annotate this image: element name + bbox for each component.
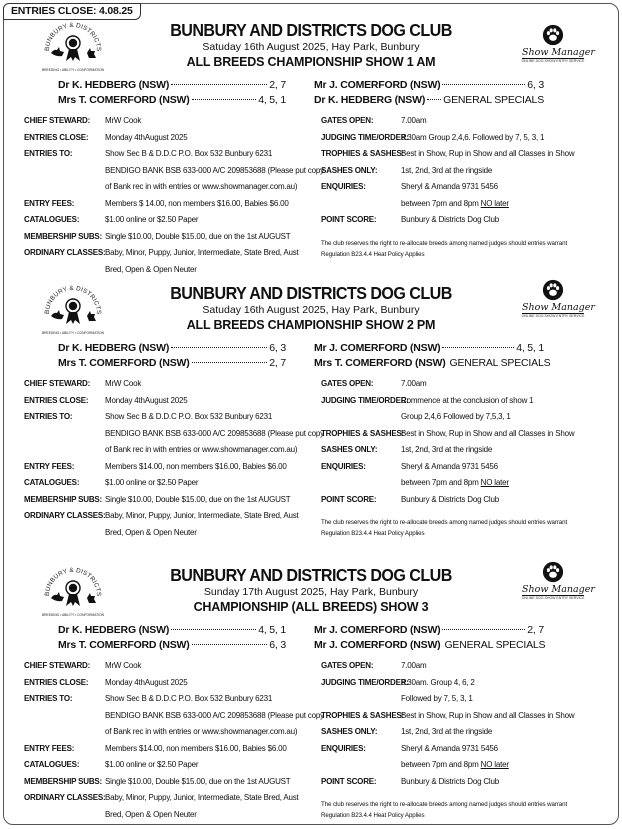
judge-groups: 2, 7 [269, 79, 286, 91]
detail-row [321, 678, 475, 687]
detail-value: Monday 4thAugust 2025 [105, 395, 188, 405]
detail-value: Group 2,4,6 Followed by 7,5,3, 1 [401, 412, 511, 421]
detail-value: BENDIGO BANK BSB 633-000 A/C 209853688 (Please put copy [105, 428, 324, 438]
judge-groups: 2, 7 [527, 624, 544, 636]
detail-value: Followed by 7, 5, 3, 1 [401, 694, 473, 703]
detail-value: of Bank rec in with entries or www.showmanager.com.au) [105, 182, 298, 191]
show-manager-name: Show Manager [522, 302, 595, 313]
judge-groups: GENERAL SPECIALS [443, 94, 544, 106]
detail-row [24, 760, 198, 769]
judge-name: Mrs T. COMERFORD (NSW) [58, 94, 190, 106]
svg-text:BUNBURY & DISTRICTS DOG CLUB I: BUNBURY & DISTRICTS [43, 21, 103, 52]
detail-value: 1st, 2nd, 3rd at the ringside [401, 165, 493, 175]
detail-value: Bred, Open & Open Neuter [105, 527, 197, 537]
detail-value: BENDIGO BANK BSB 633-000 A/C 209853688 (Please put copy [105, 710, 324, 720]
detail-label: TROPHIES & SASHES: [321, 149, 405, 158]
show-title: ALL BREEDS CHAMPIONSHIP SHOW 2 PM [186, 318, 436, 332]
judge-groups: GENERAL SPECIALS [444, 639, 546, 651]
detail-value: Bred, Open & Open Neuter [105, 809, 197, 819]
detail-row [24, 412, 272, 421]
detail-row [321, 166, 492, 175]
detail-row [321, 777, 499, 786]
judge-groups: 6, 3 [527, 79, 544, 91]
detail-label [321, 478, 401, 487]
judge-name: Mr J. COMERFORD (NSW) [314, 342, 441, 354]
detail-label: POINT SCORE: [321, 776, 377, 786]
svg-text:BUNBURY & DISTRICTS DOG CLUB I: BUNBURY & DISTRICTS [43, 284, 103, 315]
svg-text:BREEDING • ABILITY • CONFORMAT: BREEDING • ABILITY • CONFORMATION [41, 68, 105, 72]
leader-dots [442, 347, 514, 348]
detail-value: Monday 4thAugust 2025 [105, 132, 188, 142]
detail-label [24, 166, 105, 175]
detail-value: Show Sec B & D.D.C P.O. Box 532 Bunbury 6231 [105, 412, 273, 421]
detail-label: ENTRIES TO: [24, 412, 73, 421]
leader-dots [192, 99, 257, 100]
show-manager-tagline: ONLINE DOG SHOW ENTRY SERVICE [521, 314, 585, 318]
show-block-1 [0, 10, 622, 274]
detail-row [24, 248, 299, 257]
detail-label: CHIEF STEWARD: [24, 116, 91, 125]
detail-value: Members $14.00, non members $16.00, Babies $6.00 [105, 743, 287, 753]
detail-label: GATES OPEN: [321, 661, 374, 670]
detail-label: JUDGING TIME/ORDER: [321, 677, 409, 687]
detail-label: GATES OPEN: [321, 116, 374, 125]
judge-row [314, 357, 551, 369]
detail-label: JUDGING TIME/ORDER: [321, 132, 409, 142]
show-manager-tagline: ONLINE DOG SHOW ENTRY SERVICE [521, 59, 585, 63]
detail-row [24, 678, 188, 687]
detail-label: ENTRIES CLOSE: [24, 677, 89, 687]
detail-label: TROPHIES & SASHES: [321, 428, 405, 438]
detail-value: $1.00 online or $2.50 Paper [105, 760, 199, 769]
detail-label: CATALOGUES: [24, 478, 80, 487]
leader-dots [192, 362, 268, 363]
detail-label: MEMBERSHIP SUBS: [24, 231, 102, 241]
detail-label: ENQUIRIES: [321, 182, 366, 191]
club-title: BUNBURY AND DISTRICTS DOG CLUB [170, 565, 452, 585]
detail-value: between 7pm and 8pm NO later [401, 198, 509, 208]
judge-row [58, 342, 286, 354]
detail-row-continued [321, 478, 509, 487]
detail-value: between 7pm and 8pm NO later [401, 760, 509, 769]
detail-label [24, 429, 105, 438]
detail-row-continued [24, 166, 324, 175]
judge-groups: 6, 3 [269, 639, 286, 651]
detail-row [321, 495, 499, 504]
detail-label: CHIEF STEWARD: [24, 379, 91, 388]
detail-value: Bunbury & Districts Dog Club [401, 776, 499, 786]
detail-label: ENQUIRIES: [321, 461, 366, 471]
show-block-3 [0, 555, 622, 819]
detail-value: Best in Show, Rup in Show and all Classes in Show [401, 710, 575, 720]
club-title: BUNBURY AND DISTRICTS DOG CLUB [170, 283, 452, 303]
detail-label: ENTRY FEES: [24, 461, 75, 471]
note-line: The club reserves the right to re-allocate breeds among named judges should entries warrant [321, 239, 568, 247]
detail-row [24, 793, 299, 802]
judge-name: Mr J. COMERFORD (NSW) [314, 639, 441, 651]
detail-value: Baby, Minor, Puppy, Junior, Intermediate, State Bred, Aust [105, 511, 299, 520]
detail-label [24, 711, 105, 720]
detail-label: ORDINARY CLASSES: [24, 248, 106, 257]
detail-row [24, 495, 291, 504]
club-title: BUNBURY AND DISTRICTS DOG CLUB [170, 20, 452, 40]
detail-label: ENTRY FEES: [24, 198, 75, 208]
detail-label [321, 694, 401, 703]
detail-row [24, 777, 291, 786]
judge-name: Dr K. HEDBERG (NSW) [314, 94, 426, 106]
detail-value: 1st, 2nd, 3rd at the ringside [401, 445, 493, 454]
detail-label: JUDGING TIME/ORDER: [321, 395, 409, 405]
detail-row [321, 133, 544, 142]
detail-label: ORDINARY CLASSES: [24, 793, 106, 802]
detail-value: Best in Show, Rup in Show and all Classes in Show [401, 428, 575, 438]
detail-row [321, 727, 492, 736]
detail-row-continued [321, 694, 473, 703]
judge-groups: 6, 3 [269, 342, 286, 354]
detail-value: Bred, Open & Open Neuter [105, 264, 197, 274]
judge-name: Dr K. HEDBERG (NSW) [58, 342, 170, 354]
detail-value: Baby, Minor, Puppy, Junior, Intermediate, State Bred, Aust [105, 248, 299, 257]
detail-row [24, 379, 141, 388]
leader-dots [192, 644, 268, 645]
judge-name: Dr K. HEDBERG (NSW) [58, 79, 170, 91]
judge-name: Mr J. COMERFORD (NSW) [314, 79, 441, 91]
detail-label [24, 182, 105, 191]
judge-groups: 2, 7 [269, 357, 286, 369]
detail-value: 7.00am [401, 116, 427, 125]
detail-label: CATALOGUES: [24, 760, 80, 769]
detail-value: MrW Cook [105, 661, 142, 670]
detail-value: MrW Cook [105, 116, 142, 125]
judge-row [58, 94, 286, 106]
svg-text:BUNBURY & DISTRICTS DOG CLUB I: BUNBURY & DISTRICTS [43, 566, 103, 597]
detail-value: Members $14.00, non members $16.00, Babies $6.00 [105, 461, 287, 471]
detail-value: $1.00 online or $2.50 Paper [105, 215, 199, 224]
show-date-venue: Sunday 17th August 2025, Hay Park, Bunbury [203, 586, 419, 598]
leader-dots [171, 84, 267, 85]
detail-value: Single $10.00, Double $15.00, due on the 1st AUGUST [105, 494, 291, 504]
judge-name: Mr J. COMERFORD (NSW) [314, 624, 441, 636]
detail-row-continued [24, 182, 297, 191]
detail-row [321, 462, 498, 471]
detail-row [24, 116, 141, 125]
leader-dots [171, 347, 267, 348]
detail-value: Monday 4thAugust 2025 [105, 677, 188, 687]
svg-text:BREEDING • ABILITY • CONFORMAT: BREEDING • ABILITY • CONFORMATION [41, 331, 105, 335]
leader-dots [427, 99, 441, 100]
detail-value: Show Sec B & D.D.C P.O. Box 532 Bunbury 6231 [105, 149, 273, 158]
detail-label: MEMBERSHIP SUBS: [24, 494, 102, 504]
detail-value: Bunbury & Districts Dog Club [401, 215, 499, 224]
detail-value: 8.30am Group 2,4,6. Followed by 7, 5, 3, 1 [401, 132, 545, 142]
detail-row [321, 182, 498, 191]
judge-row [314, 79, 544, 91]
detail-row-continued [24, 528, 197, 537]
detail-label [321, 199, 401, 208]
judge-name: Mrs T. COMERFORD (NSW) [314, 357, 446, 369]
detail-row [24, 511, 299, 520]
detail-label: ORDINARY CLASSES: [24, 511, 106, 520]
detail-value: 7.00am [401, 379, 427, 388]
judge-row [58, 624, 286, 636]
detail-row [24, 478, 198, 487]
detail-label [321, 760, 401, 769]
detail-row [321, 711, 574, 720]
detail-row-continued [321, 760, 509, 769]
detail-row [24, 232, 291, 241]
detail-label: SASHES ONLY: [321, 727, 378, 736]
judge-row [314, 624, 544, 636]
detail-row [321, 379, 426, 388]
judge-groups: GENERAL SPECIALS [449, 357, 551, 369]
detail-label: TROPHIES & SASHES: [321, 710, 405, 720]
detail-label [24, 445, 105, 454]
judge-row [314, 94, 544, 106]
detail-value: Single $10.00, Double $15.00, due on the 1st AUGUST [105, 231, 291, 241]
detail-row-continued [321, 412, 511, 421]
judge-row [58, 79, 286, 91]
detail-row [321, 445, 492, 454]
detail-label: ENTRIES CLOSE: [24, 132, 89, 142]
detail-label: POINT SCORE: [321, 494, 377, 504]
detail-label: SASHES ONLY: [321, 445, 378, 454]
detail-row-continued [24, 711, 324, 720]
note-line: Regulation B23.4.4 Heat Policy Applies [321, 250, 425, 258]
detail-value: Sheryl & Amanda 9731 5456 [401, 182, 498, 191]
leader-dots [442, 629, 525, 630]
detail-row [24, 661, 141, 670]
detail-value: of Bank rec in with entries or www.showmanager.com.au) [105, 445, 298, 454]
judge-name: Mrs T. COMERFORD (NSW) [58, 639, 190, 651]
judge-row [314, 342, 544, 354]
detail-value: Members $ 14.00, non members $16.00, Babies $6.00 [105, 198, 289, 208]
detail-label: SASHES ONLY: [321, 165, 378, 175]
detail-row [24, 149, 272, 158]
detail-label [321, 412, 401, 421]
detail-label: POINT SCORE: [321, 215, 377, 224]
detail-label: CHIEF STEWARD: [24, 661, 91, 670]
detail-row-continued [24, 445, 297, 454]
judge-row [58, 357, 286, 369]
detail-row [24, 133, 188, 142]
detail-label: GATES OPEN: [321, 379, 374, 388]
detail-value: Commence at the conclusion of show 1 [401, 395, 534, 405]
detail-value: Bunbury & Districts Dog Club [401, 494, 499, 504]
detail-value: between 7pm and 8pm NO later [401, 478, 509, 487]
show-title: CHAMPIONSHIP (ALL BREEDS) SHOW 3 [193, 600, 429, 614]
show-manager-name: Show Manager [522, 47, 595, 58]
detail-label [24, 727, 105, 736]
judge-groups: 4, 5, 1 [258, 94, 286, 106]
detail-label: ENQUIRIES: [321, 743, 366, 753]
detail-row [321, 661, 426, 670]
detail-row [321, 116, 426, 125]
detail-value: $1.00 online or $2.50 Paper [105, 478, 199, 487]
judge-name: Dr K. HEDBERG (NSW) [58, 624, 170, 636]
detail-value: Baby, Minor, Puppy, Junior, Intermediate, State Bred, Aust [105, 793, 299, 802]
note-line: The club reserves the right to re-allocate breeds among named judges should entries warrant [321, 801, 568, 808]
detail-value: Sheryl & Amanda 9731 5456 [401, 461, 498, 471]
detail-row [321, 396, 533, 405]
detail-row [24, 199, 289, 208]
detail-label: ENTRIES TO: [24, 149, 73, 158]
detail-row [24, 215, 198, 224]
detail-value: Single $10.00, Double $15.00, due on the 1st AUGUST [105, 776, 291, 786]
detail-label: ENTRIES TO: [24, 694, 73, 703]
judge-row [58, 639, 286, 651]
leader-dots [442, 84, 525, 85]
detail-row [24, 462, 287, 471]
detail-label: ENTRY FEES: [24, 743, 75, 753]
detail-value: 1st, 2nd, 3rd at the ringside [401, 727, 493, 736]
detail-row [321, 215, 499, 224]
leader-dots [171, 629, 256, 630]
note-line: Regulation B23.4.4 Heat Policy Applies [321, 812, 425, 819]
detail-value: Show Sec B & D.D.C P.O. Box 532 Bunbury 6231 [105, 694, 273, 703]
detail-label: CATALOGUES: [24, 215, 80, 224]
show-manager-name: Show Manager [522, 584, 595, 595]
detail-label [24, 528, 105, 537]
detail-label [24, 810, 105, 819]
detail-row [24, 694, 272, 703]
detail-row-continued [24, 429, 324, 438]
detail-row [24, 744, 287, 753]
detail-value: 7.00am [401, 661, 427, 670]
show-date-venue: Satuday 16th August 2025, Hay Park, Bunbury [202, 41, 420, 53]
detail-label: MEMBERSHIP SUBS: [24, 776, 102, 786]
detail-row-continued [321, 199, 509, 208]
detail-row [24, 396, 188, 405]
svg-text:BREEDING • ABILITY • CONFORMAT: BREEDING • ABILITY • CONFORMATION [41, 613, 105, 617]
show-title: ALL BREEDS CHAMPIONSHIP SHOW 1 AM [186, 55, 436, 69]
detail-row [321, 429, 574, 438]
detail-value: Sheryl & Amanda 9731 5456 [401, 743, 498, 753]
show-date-venue: Satuday 16th August 2025, Hay Park, Bunbury [202, 304, 420, 316]
entries-close-banner: ENTRIES CLOSE: 4.08.25 [3, 3, 141, 20]
judge-row [314, 639, 544, 651]
judge-name: Mrs T. COMERFORD (NSW) [58, 357, 190, 369]
judge-groups: 4, 5, 1 [258, 624, 286, 636]
judge-groups: 4, 5, 1 [516, 342, 544, 354]
detail-row-continued [24, 810, 197, 819]
detail-value: BENDIGO BANK BSB 633-000 A/C 209853688 (Please put copy [105, 165, 324, 175]
detail-value: of Bank rec in with entries or www.showmanager.com.au) [105, 727, 298, 736]
detail-value: 8.30am. Group 4, 6, 2 [401, 677, 475, 687]
show-manager-tagline: ONLINE DOG SHOW ENTRY SERVICE [521, 596, 585, 600]
note-line: The club reserves the right to re-allocate breeds among named judges should entries warrant [321, 519, 568, 526]
detail-row-continued [24, 727, 297, 736]
note-line: Regulation B23.4.4 Heat Policy Applies [321, 530, 425, 537]
detail-label: ENTRIES CLOSE: [24, 395, 89, 405]
show-block-2 [0, 273, 622, 537]
detail-row [321, 149, 574, 158]
detail-row [321, 744, 498, 753]
detail-value: MrW Cook [105, 379, 142, 388]
detail-value: Best in Show, Rup in Show and all Classes in Show [401, 149, 575, 158]
